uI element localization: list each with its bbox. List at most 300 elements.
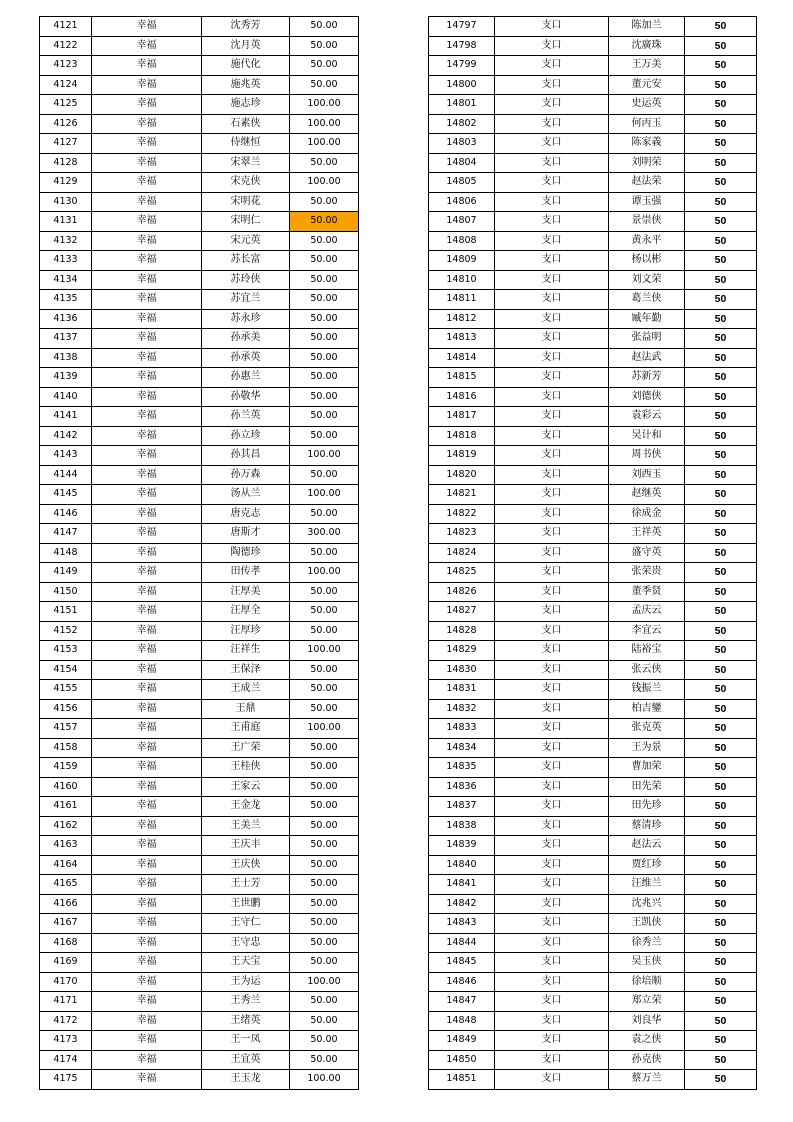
table-row xyxy=(429,426,757,446)
id-cell: 14826 xyxy=(429,582,495,602)
name-cell: 赵继英 xyxy=(609,485,685,505)
name-cell: 王保泽 xyxy=(202,660,290,680)
id-cell: 14849 xyxy=(429,1031,495,1051)
amount-cell: 50 xyxy=(685,582,757,602)
id-cell: 4128 xyxy=(40,153,92,173)
village-cell: 支口 xyxy=(495,875,609,895)
name-cell: 王庆侠 xyxy=(202,855,290,875)
village-cell: 幸福 xyxy=(92,192,202,212)
village-cell: 支口 xyxy=(495,134,609,154)
name-cell: 田传孝 xyxy=(202,563,290,583)
village-cell: 幸福 xyxy=(92,563,202,583)
amount-cell: 50.00 xyxy=(290,17,359,37)
table-row xyxy=(40,660,359,680)
amount-cell: 50.00 xyxy=(290,1011,359,1031)
id-cell: 14800 xyxy=(429,75,495,95)
table-row xyxy=(40,75,359,95)
amount-cell: 100.00 xyxy=(290,641,359,661)
amount-cell: 50 xyxy=(685,348,757,368)
table-row xyxy=(40,426,359,446)
village-cell: 幸福 xyxy=(92,875,202,895)
id-cell: 4150 xyxy=(40,582,92,602)
id-cell: 4154 xyxy=(40,660,92,680)
name-cell: 宋明花 xyxy=(202,192,290,212)
id-cell: 14807 xyxy=(429,212,495,232)
amount-cell: 50 xyxy=(685,933,757,953)
id-cell: 14817 xyxy=(429,407,495,427)
table-row xyxy=(429,758,757,778)
id-cell: 14846 xyxy=(429,972,495,992)
table-row xyxy=(429,173,757,193)
table-row xyxy=(40,719,359,739)
amount-cell: 50.00 xyxy=(290,543,359,563)
village-cell: 支口 xyxy=(495,309,609,329)
village-cell: 支口 xyxy=(495,153,609,173)
amount-cell: 300.00 xyxy=(290,524,359,544)
amount-cell: 50 xyxy=(685,173,757,193)
village-cell: 支口 xyxy=(495,855,609,875)
village-cell: 支口 xyxy=(495,36,609,56)
name-cell: 郑立荣 xyxy=(609,992,685,1012)
amount-cell: 50 xyxy=(685,602,757,622)
amount-cell: 50 xyxy=(685,1050,757,1070)
amount-cell: 50 xyxy=(685,524,757,544)
name-cell: 刘德侠 xyxy=(609,387,685,407)
village-cell: 支口 xyxy=(495,1070,609,1090)
table-row xyxy=(429,407,757,427)
name-cell: 张荣贵 xyxy=(609,563,685,583)
name-cell: 王秀兰 xyxy=(202,992,290,1012)
table-row xyxy=(40,914,359,934)
id-cell: 14809 xyxy=(429,251,495,271)
table-row xyxy=(40,407,359,427)
table-row xyxy=(40,738,359,758)
amount-cell: 50 xyxy=(685,36,757,56)
table-row xyxy=(40,95,359,115)
village-cell: 幸福 xyxy=(92,270,202,290)
name-cell: 曹加荣 xyxy=(609,758,685,778)
village-cell: 支口 xyxy=(495,114,609,134)
id-cell: 4166 xyxy=(40,894,92,914)
table-row xyxy=(40,836,359,856)
table-row xyxy=(429,1050,757,1070)
village-cell: 幸福 xyxy=(92,797,202,817)
amount-cell: 50.00 xyxy=(290,836,359,856)
id-cell: 4169 xyxy=(40,953,92,973)
village-cell: 支口 xyxy=(495,1011,609,1031)
village-cell: 支口 xyxy=(495,95,609,115)
amount-cell: 50.00 xyxy=(290,1050,359,1070)
name-cell: 沈兆兴 xyxy=(609,894,685,914)
amount-cell: 50.00 xyxy=(290,348,359,368)
id-cell: 4158 xyxy=(40,738,92,758)
name-cell: 王家云 xyxy=(202,777,290,797)
table-row xyxy=(429,836,757,856)
id-cell: 4127 xyxy=(40,134,92,154)
name-cell: 孟庆云 xyxy=(609,602,685,622)
id-cell: 14833 xyxy=(429,719,495,739)
amount-cell: 50.00 xyxy=(290,465,359,485)
village-cell: 幸福 xyxy=(92,173,202,193)
name-cell: 蔡清珍 xyxy=(609,816,685,836)
village-cell: 幸福 xyxy=(92,914,202,934)
name-cell: 黄永平 xyxy=(609,231,685,251)
id-cell: 14841 xyxy=(429,875,495,895)
name-cell: 王金龙 xyxy=(202,797,290,817)
name-cell: 孙承美 xyxy=(202,329,290,349)
name-cell: 史运英 xyxy=(609,95,685,115)
name-cell: 田先荣 xyxy=(609,777,685,797)
amount-cell: 100.00 xyxy=(290,485,359,505)
village-cell: 幸福 xyxy=(92,953,202,973)
amount-cell: 50.00 xyxy=(290,212,359,232)
amount-cell: 50 xyxy=(685,758,757,778)
id-cell: 4124 xyxy=(40,75,92,95)
village-cell: 幸福 xyxy=(92,641,202,661)
name-cell: 唐克志 xyxy=(202,504,290,524)
table-row xyxy=(429,192,757,212)
name-cell: 王广荣 xyxy=(202,738,290,758)
table-row xyxy=(40,485,359,505)
name-cell: 贾红珍 xyxy=(609,855,685,875)
id-cell: 14806 xyxy=(429,192,495,212)
id-cell: 4132 xyxy=(40,231,92,251)
name-cell: 沈秀芳 xyxy=(202,17,290,37)
village-cell: 幸福 xyxy=(92,368,202,388)
amount-cell: 50 xyxy=(685,953,757,973)
name-cell: 沈廣珠 xyxy=(609,36,685,56)
id-cell: 4145 xyxy=(40,485,92,505)
name-cell: 宋元英 xyxy=(202,231,290,251)
table-row xyxy=(40,17,359,37)
name-cell: 孙立珍 xyxy=(202,426,290,446)
village-cell: 支口 xyxy=(495,1050,609,1070)
table-row xyxy=(40,933,359,953)
id-cell: 14803 xyxy=(429,134,495,154)
amount-cell: 50.00 xyxy=(290,1031,359,1051)
table-row xyxy=(40,563,359,583)
amount-cell: 50.00 xyxy=(290,36,359,56)
village-cell: 幸福 xyxy=(92,504,202,524)
id-cell: 14823 xyxy=(429,524,495,544)
amount-cell: 50 xyxy=(685,972,757,992)
table-row xyxy=(40,680,359,700)
village-cell: 支口 xyxy=(495,680,609,700)
name-cell: 徐成金 xyxy=(609,504,685,524)
id-cell: 14851 xyxy=(429,1070,495,1090)
table-row xyxy=(40,387,359,407)
name-cell: 苏长富 xyxy=(202,251,290,271)
table-row xyxy=(40,641,359,661)
table-row xyxy=(40,797,359,817)
amount-cell: 50 xyxy=(685,797,757,817)
amount-cell: 100.00 xyxy=(290,1070,359,1090)
table-row xyxy=(429,290,757,310)
name-cell: 施兆英 xyxy=(202,75,290,95)
amount-cell: 50.00 xyxy=(290,933,359,953)
id-cell: 14827 xyxy=(429,602,495,622)
name-cell: 王庆丰 xyxy=(202,836,290,856)
amount-cell: 50 xyxy=(685,816,757,836)
amount-cell: 50 xyxy=(685,699,757,719)
name-cell: 唐斯才 xyxy=(202,524,290,544)
id-cell: 4157 xyxy=(40,719,92,739)
amount-cell: 50 xyxy=(685,465,757,485)
id-cell: 4161 xyxy=(40,797,92,817)
village-cell: 支口 xyxy=(495,75,609,95)
table-row xyxy=(429,602,757,622)
amount-cell: 50 xyxy=(685,153,757,173)
village-cell: 支口 xyxy=(495,602,609,622)
table-row xyxy=(40,504,359,524)
amount-cell: 50.00 xyxy=(290,953,359,973)
village-cell: 支口 xyxy=(495,953,609,973)
id-cell: 4173 xyxy=(40,1031,92,1051)
amount-cell: 50 xyxy=(685,231,757,251)
table-row xyxy=(429,56,757,76)
amount-cell: 50 xyxy=(685,621,757,641)
id-cell: 14810 xyxy=(429,270,495,290)
table-row xyxy=(40,173,359,193)
amount-cell: 50.00 xyxy=(290,56,359,76)
id-cell: 4159 xyxy=(40,758,92,778)
table-row xyxy=(429,485,757,505)
name-cell: 王士芳 xyxy=(202,875,290,895)
amount-cell: 50 xyxy=(685,212,757,232)
id-cell: 14802 xyxy=(429,114,495,134)
amount-cell: 50 xyxy=(685,329,757,349)
id-cell: 14824 xyxy=(429,543,495,563)
village-cell: 幸福 xyxy=(92,777,202,797)
name-cell: 张云侠 xyxy=(609,660,685,680)
id-cell: 4172 xyxy=(40,1011,92,1031)
village-cell: 幸福 xyxy=(92,816,202,836)
village-cell: 幸福 xyxy=(92,329,202,349)
name-cell: 陶德珍 xyxy=(202,543,290,563)
id-cell: 4146 xyxy=(40,504,92,524)
name-cell: 孙敬华 xyxy=(202,387,290,407)
amount-cell: 50.00 xyxy=(290,816,359,836)
table-row xyxy=(429,894,757,914)
village-cell: 幸福 xyxy=(92,251,202,271)
name-cell: 陈加兰 xyxy=(609,17,685,37)
amount-cell: 50 xyxy=(685,114,757,134)
name-cell: 王祥英 xyxy=(609,524,685,544)
id-cell: 4147 xyxy=(40,524,92,544)
amount-cell: 50.00 xyxy=(290,426,359,446)
id-cell: 4137 xyxy=(40,329,92,349)
table-row xyxy=(40,543,359,563)
amount-cell: 50.00 xyxy=(290,992,359,1012)
village-cell: 支口 xyxy=(495,270,609,290)
village-cell: 幸福 xyxy=(92,407,202,427)
village-cell: 幸福 xyxy=(92,621,202,641)
village-cell: 支口 xyxy=(495,231,609,251)
table-row xyxy=(429,368,757,388)
amount-cell: 50 xyxy=(685,1031,757,1051)
village-cell: 支口 xyxy=(495,836,609,856)
id-cell: 14831 xyxy=(429,680,495,700)
name-cell: 王万美 xyxy=(609,56,685,76)
name-cell: 宋翠兰 xyxy=(202,153,290,173)
name-cell: 盛守英 xyxy=(609,543,685,563)
id-cell: 14825 xyxy=(429,563,495,583)
right-table-body xyxy=(429,17,757,1090)
village-cell: 幸福 xyxy=(92,992,202,1012)
name-cell: 吴玉侠 xyxy=(609,953,685,973)
table-row xyxy=(40,309,359,329)
id-cell: 4129 xyxy=(40,173,92,193)
name-cell: 汪厚珍 xyxy=(202,621,290,641)
table-row xyxy=(40,290,359,310)
id-cell: 4122 xyxy=(40,36,92,56)
village-cell: 幸福 xyxy=(92,290,202,310)
village-cell: 支口 xyxy=(495,894,609,914)
amount-cell: 50 xyxy=(685,387,757,407)
village-cell: 幸福 xyxy=(92,933,202,953)
name-cell: 吴计和 xyxy=(609,426,685,446)
id-cell: 4126 xyxy=(40,114,92,134)
right-table xyxy=(428,16,757,1090)
id-cell: 4174 xyxy=(40,1050,92,1070)
village-cell: 支口 xyxy=(495,738,609,758)
table-row xyxy=(429,816,757,836)
table-row xyxy=(429,465,757,485)
village-cell: 幸福 xyxy=(92,1011,202,1031)
table-row xyxy=(40,192,359,212)
table-row xyxy=(40,251,359,271)
amount-cell: 50.00 xyxy=(290,894,359,914)
table-row xyxy=(429,953,757,973)
name-cell: 臧年勤 xyxy=(609,309,685,329)
amount-cell: 50 xyxy=(685,641,757,661)
table-row xyxy=(40,699,359,719)
table-row xyxy=(429,17,757,37)
village-cell: 支口 xyxy=(495,621,609,641)
id-cell: 4148 xyxy=(40,543,92,563)
village-cell: 幸福 xyxy=(92,582,202,602)
village-cell: 支口 xyxy=(495,758,609,778)
village-cell: 幸福 xyxy=(92,758,202,778)
id-cell: 14832 xyxy=(429,699,495,719)
table-row xyxy=(40,1070,359,1090)
village-cell: 幸福 xyxy=(92,660,202,680)
id-cell: 14815 xyxy=(429,368,495,388)
id-cell: 14835 xyxy=(429,758,495,778)
name-cell: 苏新芳 xyxy=(609,368,685,388)
village-cell: 幸福 xyxy=(92,114,202,134)
village-cell: 幸福 xyxy=(92,1031,202,1051)
village-cell: 支口 xyxy=(495,173,609,193)
amount-cell: 50 xyxy=(685,660,757,680)
table-row xyxy=(40,36,359,56)
village-cell: 支口 xyxy=(495,992,609,1012)
amount-cell: 50 xyxy=(685,914,757,934)
amount-cell: 50 xyxy=(685,992,757,1012)
table-row xyxy=(429,270,757,290)
amount-cell: 50.00 xyxy=(290,758,359,778)
amount-cell: 100.00 xyxy=(290,95,359,115)
id-cell: 14845 xyxy=(429,953,495,973)
table-row xyxy=(429,329,757,349)
amount-cell: 50.00 xyxy=(290,660,359,680)
village-cell: 支口 xyxy=(495,446,609,466)
name-cell: 王美兰 xyxy=(202,816,290,836)
id-cell: 14798 xyxy=(429,36,495,56)
table-row xyxy=(429,309,757,329)
name-cell: 孙万森 xyxy=(202,465,290,485)
table-row xyxy=(429,212,757,232)
village-cell: 支口 xyxy=(495,56,609,76)
name-cell: 宋明仁 xyxy=(202,212,290,232)
table-row xyxy=(40,953,359,973)
table-row xyxy=(40,465,359,485)
amount-cell: 50 xyxy=(685,836,757,856)
village-cell: 支口 xyxy=(495,290,609,310)
village-cell: 支口 xyxy=(495,914,609,934)
village-cell: 支口 xyxy=(495,719,609,739)
amount-cell: 50 xyxy=(685,309,757,329)
name-cell: 徐秀兰 xyxy=(609,933,685,953)
village-cell: 幸福 xyxy=(92,212,202,232)
name-cell: 汪维兰 xyxy=(609,875,685,895)
name-cell: 袁彩云 xyxy=(609,407,685,427)
village-cell: 支口 xyxy=(495,368,609,388)
village-cell: 幸福 xyxy=(92,309,202,329)
amount-cell: 50 xyxy=(685,738,757,758)
id-cell: 4155 xyxy=(40,680,92,700)
village-cell: 幸福 xyxy=(92,465,202,485)
village-cell: 支口 xyxy=(495,1031,609,1051)
village-cell: 幸福 xyxy=(92,36,202,56)
village-cell: 幸福 xyxy=(92,75,202,95)
table-row xyxy=(40,56,359,76)
name-cell: 孙兰英 xyxy=(202,407,290,427)
table-row xyxy=(40,777,359,797)
table-row xyxy=(429,1011,757,1031)
name-cell: 王凯侠 xyxy=(609,914,685,934)
name-cell: 王绪英 xyxy=(202,1011,290,1031)
name-cell: 孙其昌 xyxy=(202,446,290,466)
id-cell: 14799 xyxy=(429,56,495,76)
table-row xyxy=(429,699,757,719)
table-row xyxy=(429,563,757,583)
id-cell: 4162 xyxy=(40,816,92,836)
village-cell: 支口 xyxy=(495,212,609,232)
village-cell: 幸福 xyxy=(92,855,202,875)
table-row xyxy=(429,446,757,466)
table-row xyxy=(429,348,757,368)
id-cell: 14820 xyxy=(429,465,495,485)
id-cell: 4149 xyxy=(40,563,92,583)
table-row xyxy=(429,134,757,154)
name-cell: 孙克侠 xyxy=(609,1050,685,1070)
amount-cell: 50 xyxy=(685,485,757,505)
id-cell: 4164 xyxy=(40,855,92,875)
amount-cell: 50.00 xyxy=(290,192,359,212)
id-cell: 14816 xyxy=(429,387,495,407)
id-cell: 14834 xyxy=(429,738,495,758)
name-cell: 刘明荣 xyxy=(609,153,685,173)
amount-cell: 50 xyxy=(685,56,757,76)
table-row xyxy=(429,387,757,407)
village-cell: 幸福 xyxy=(92,95,202,115)
name-cell: 汪厚全 xyxy=(202,602,290,622)
village-cell: 支口 xyxy=(495,563,609,583)
village-cell: 幸福 xyxy=(92,446,202,466)
name-cell: 王世鹏 xyxy=(202,894,290,914)
table-row xyxy=(429,719,757,739)
